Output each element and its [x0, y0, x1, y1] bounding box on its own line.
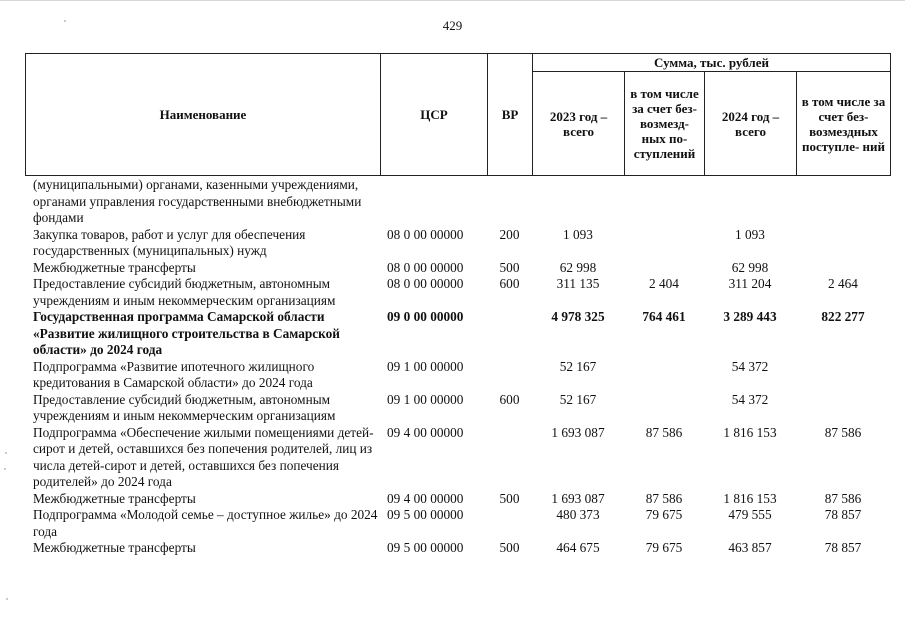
cell-csr: 08 0 00 00000 — [387, 226, 464, 242]
cell-vr — [487, 359, 532, 392]
cell-y2024: 479 555 — [728, 507, 772, 522]
cell-name: Подпрограмма «Развитие ипотечного жилищного кредитования в Самарской области» до 2024 года — [33, 358, 315, 390]
cell-y2023-free: 79 675 — [645, 540, 683, 555]
cell-y2024-free — [796, 359, 890, 392]
cell-y2023-free: 764 461 — [642, 309, 686, 324]
table-row — [25, 359, 890, 392]
cell-y2024: 54 372 — [731, 358, 769, 374]
cell-y2023-free — [624, 177, 704, 227]
cell-y2024: 3 289 443 — [723, 309, 777, 324]
cell-name: Межбюджетные трансферты — [33, 540, 196, 555]
cell-csr: 09 5 00 00000 — [387, 540, 464, 555]
cell-name: Закупка товаров, работ и услуг для обеспечения государственных (муниципальных) нужд — [33, 226, 306, 258]
cell-y2023-free — [624, 392, 704, 425]
cell-y2023: 311 135 — [556, 276, 600, 291]
cell-y2023-free — [624, 227, 704, 260]
cell-y2024-free: 87 586 — [824, 424, 862, 440]
cell-vr: 500 — [499, 490, 520, 506]
cell-y2023-free — [624, 359, 704, 392]
cell-y2024: 54 372 — [731, 391, 769, 407]
scan-speck — [6, 598, 8, 600]
cell-y2024: 311 204 — [728, 276, 772, 291]
cell-csr: 08 0 00 00000 — [387, 259, 464, 275]
cell-name: Предоставление субсидий бюджетным, автономным учреждениям и иным некоммерческим организациям — [33, 391, 336, 423]
header-2023-total: 2023 год – всего — [533, 72, 625, 176]
scan-speck — [64, 20, 66, 22]
table-row — [25, 491, 890, 508]
cell-vr: 600 — [499, 276, 520, 291]
header-2023-free: в том числе за счет без- возмезд- ных по- ступлений — [625, 72, 705, 176]
cell-y2024: 62 998 — [731, 259, 769, 275]
page-number: 429 — [442, 18, 463, 33]
cell-csr: 09 1 00 00000 — [387, 358, 464, 374]
cell-vr — [487, 177, 532, 227]
cell-y2024-free: 78 857 — [824, 540, 862, 555]
cell-y2024: 463 857 — [728, 540, 772, 555]
cell-vr: 200 — [499, 226, 520, 242]
table-row — [25, 507, 890, 540]
header-2024-free: в том числе за счет без- возмездных поступле- ний — [797, 72, 891, 176]
cell-y2024-free: 78 857 — [824, 507, 862, 522]
cell-vr — [487, 425, 532, 491]
cell-y2024-free — [796, 177, 890, 227]
cell-y2024-free — [796, 227, 890, 260]
scan-speck — [5, 452, 7, 454]
cell-y2023-free: 79 675 — [645, 507, 683, 522]
cell-y2024: 1 816 153 — [723, 424, 777, 440]
cell-vr: 600 — [499, 391, 520, 407]
table-row — [25, 309, 890, 359]
table-row — [25, 392, 890, 425]
cell-y2023: 1 693 087 — [551, 490, 605, 506]
cell-y2023: 4 978 325 — [551, 309, 605, 324]
cell-name: Межбюджетные трансферты — [33, 490, 196, 506]
cell-csr: 09 0 00 00000 — [387, 309, 464, 324]
cell-y2024: 1 093 — [735, 226, 765, 242]
table-row — [25, 260, 890, 277]
cell-csr: 08 0 00 00000 — [387, 276, 464, 291]
cell-y2023-free — [624, 260, 704, 277]
table-row — [25, 227, 890, 260]
table-row — [25, 276, 890, 309]
scan-speck — [4, 468, 6, 470]
table-row — [25, 425, 890, 491]
cell-y2023: 1 693 087 — [551, 424, 605, 440]
cell-csr: 09 4 00 00000 — [387, 490, 464, 506]
cell-y2023: 52 167 — [559, 391, 597, 407]
header-vr: ВР — [488, 54, 533, 176]
table-row — [25, 177, 890, 227]
cell-y2023: 52 167 — [559, 358, 597, 374]
cell-y2024 — [704, 177, 796, 227]
cell-y2023-free: 87 586 — [645, 490, 683, 506]
cell-y2023 — [532, 177, 624, 227]
cell-y2024-free: 2 464 — [828, 276, 858, 291]
cell-name: Предоставление субсидий бюджетным, автономным учреждениям и иным некоммерческим организациям — [33, 276, 336, 308]
cell-y2023: 480 373 — [556, 507, 600, 522]
cell-name: (муниципальными) органами, казенными учреждениями, органами управления государственными внебюджетными фондами — [33, 177, 362, 225]
cell-vr — [487, 309, 532, 359]
top-edge-line — [0, 0, 905, 1]
cell-csr: 09 5 00 00000 — [387, 507, 464, 522]
cell-vr — [487, 507, 532, 540]
cell-y2024-free — [796, 260, 890, 277]
header-csr: ЦСР — [381, 54, 488, 176]
cell-y2023: 62 998 — [559, 259, 597, 275]
cell-y2023-free: 87 586 — [645, 424, 683, 440]
cell-y2024: 1 816 153 — [723, 490, 777, 506]
cell-csr: 09 1 00 00000 — [387, 391, 464, 407]
cell-y2023: 464 675 — [556, 540, 600, 555]
cell-y2023-free: 2 404 — [649, 276, 679, 291]
cell-y2023: 1 093 — [563, 226, 593, 242]
table-header — [25, 53, 891, 176]
header-2024-total: 2024 год – всего — [705, 72, 797, 176]
cell-name: Государственная программа Самарской области «Развитие жилищного строительства в Самарской области» до 2024 года — [33, 309, 340, 357]
cell-y2024-free: 87 586 — [824, 490, 862, 506]
cell-csr — [380, 177, 487, 227]
table-row — [25, 540, 890, 557]
cell-y2024-free — [796, 392, 890, 425]
cell-name: Подпрограмма «Молодой семье – доступное жилье» до 2024 года — [33, 507, 378, 539]
cell-csr: 09 4 00 00000 — [387, 424, 464, 440]
cell-y2024-free: 822 277 — [821, 309, 865, 324]
budget-table — [25, 177, 890, 557]
header-name: Наименование — [26, 54, 381, 176]
cell-name: Подпрограмма «Обеспечение жилыми помещениями детей-сирот и детей, оставшихся без попечения родителей, лиц из числа детей-сирот и детей, оставшихся без попечения родителей» до 2024 года — [33, 424, 374, 489]
cell-vr: 500 — [499, 540, 520, 555]
header-sum: Сумма, тыс. рублей — [533, 54, 891, 72]
cell-vr: 500 — [499, 259, 520, 275]
cell-name: Межбюджетные трансферты — [33, 259, 196, 275]
